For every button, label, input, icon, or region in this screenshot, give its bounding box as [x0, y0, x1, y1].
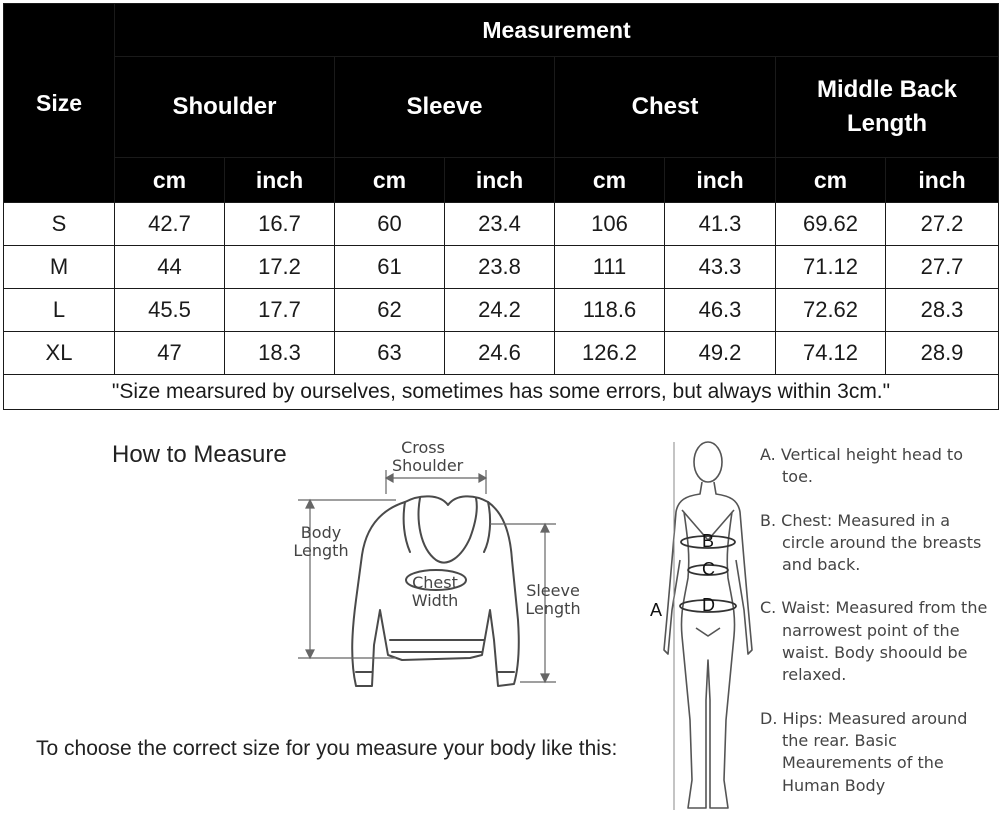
unit-header: inch	[665, 158, 776, 203]
unit-header: cm	[115, 158, 225, 203]
label-line: Body	[300, 523, 342, 542]
value-cell: 27.2	[886, 203, 999, 246]
value-cell: 23.8	[445, 246, 555, 289]
unit-header: inch	[886, 158, 999, 203]
note-hips: D. Hips: Measured around the rear. Basic Meaurements of the Human Body	[760, 708, 968, 795]
size-cell: S	[4, 203, 115, 246]
how-to-measure-title: How to Measure	[112, 441, 287, 468]
value-cell: 28.9	[886, 332, 999, 375]
value-cell: 69.62	[776, 203, 886, 246]
label-line: Cross	[401, 438, 445, 457]
value-cell: 27.7	[886, 246, 999, 289]
value-cell: 23.4	[445, 203, 555, 246]
size-cell: XL	[4, 332, 115, 375]
value-cell: 126.2	[555, 332, 665, 375]
size-cell: M	[4, 246, 115, 289]
value-cell: 60	[335, 203, 445, 246]
value-cell: 46.3	[665, 289, 776, 332]
value-cell: 71.12	[776, 246, 886, 289]
value-cell: 43.3	[665, 246, 776, 289]
unit-header: cm	[335, 158, 445, 203]
label-line: Chest	[412, 573, 458, 592]
value-cell: 61	[335, 246, 445, 289]
value-cell: 63	[335, 332, 445, 375]
note-vertical-height: A. Vertical height head to toe.	[760, 445, 963, 487]
value-cell: 42.7	[115, 203, 225, 246]
value-cell: 47	[115, 332, 225, 375]
figure-letter-b: B	[702, 531, 715, 551]
value-cell: 45.5	[115, 289, 225, 332]
label-line: Sleeve	[526, 581, 580, 600]
value-cell: 17.7	[225, 289, 335, 332]
value-cell: 24.2	[445, 289, 555, 332]
label-chest-width	[404, 574, 466, 610]
choose-size-instruction: To choose the correct size for you measure your body like this:	[36, 737, 618, 760]
label-line: Shoulder	[392, 456, 464, 475]
value-cell: 106	[555, 203, 665, 246]
value-cell: 62	[335, 289, 445, 332]
measurement-note: "Size mearsured by ourselves, sometimes has some errors, but always within 3cm."	[4, 375, 999, 410]
figure-letter-c: C	[702, 559, 715, 579]
unit-header: cm	[776, 158, 886, 203]
value-cell: 17.2	[225, 246, 335, 289]
label-line: Width	[411, 591, 459, 610]
label-line: Length	[293, 541, 349, 560]
value-cell: 16.7	[225, 203, 335, 246]
value-cell: 24.6	[445, 332, 555, 375]
note-chest: B. Chest: Measured in a circle around the breasts and back.	[760, 510, 982, 575]
label-line: Length	[525, 599, 581, 618]
figure-letter-d: D	[702, 595, 715, 615]
measurement-notes	[760, 444, 996, 818]
value-cell: 41.3	[665, 203, 776, 246]
value-cell: 118.6	[555, 289, 665, 332]
value-cell: 28.3	[886, 289, 999, 332]
value-cell: 111	[555, 246, 665, 289]
group-header-chest: Chest	[555, 57, 776, 158]
value-cell: 18.3	[225, 332, 335, 375]
value-cell: 49.2	[665, 332, 776, 375]
value-cell: 44	[115, 246, 225, 289]
body-figure-illustration	[664, 442, 752, 808]
group-header-sleeve: Sleeve	[335, 57, 555, 158]
unit-header: inch	[445, 158, 555, 203]
value-cell: 74.12	[776, 332, 886, 375]
label-body-length	[288, 524, 354, 560]
figure-letter-a: A	[650, 600, 663, 620]
size-header: Size	[4, 4, 115, 203]
size-cell: L	[4, 289, 115, 332]
label-sleeve-length	[520, 582, 586, 618]
group-header-middle-back-length: Middle Back Length	[776, 57, 999, 158]
unit-header: inch	[225, 158, 335, 203]
value-cell: 72.62	[776, 289, 886, 332]
measurement-header: Measurement	[115, 4, 999, 57]
label-cross-shoulder	[392, 438, 464, 475]
unit-header: cm	[555, 158, 665, 203]
note-waist: C. Waist: Measured from the narrowest point of the waist. Body shoould be relaxed.	[760, 598, 988, 685]
group-header-shoulder: Shoulder	[115, 57, 335, 158]
